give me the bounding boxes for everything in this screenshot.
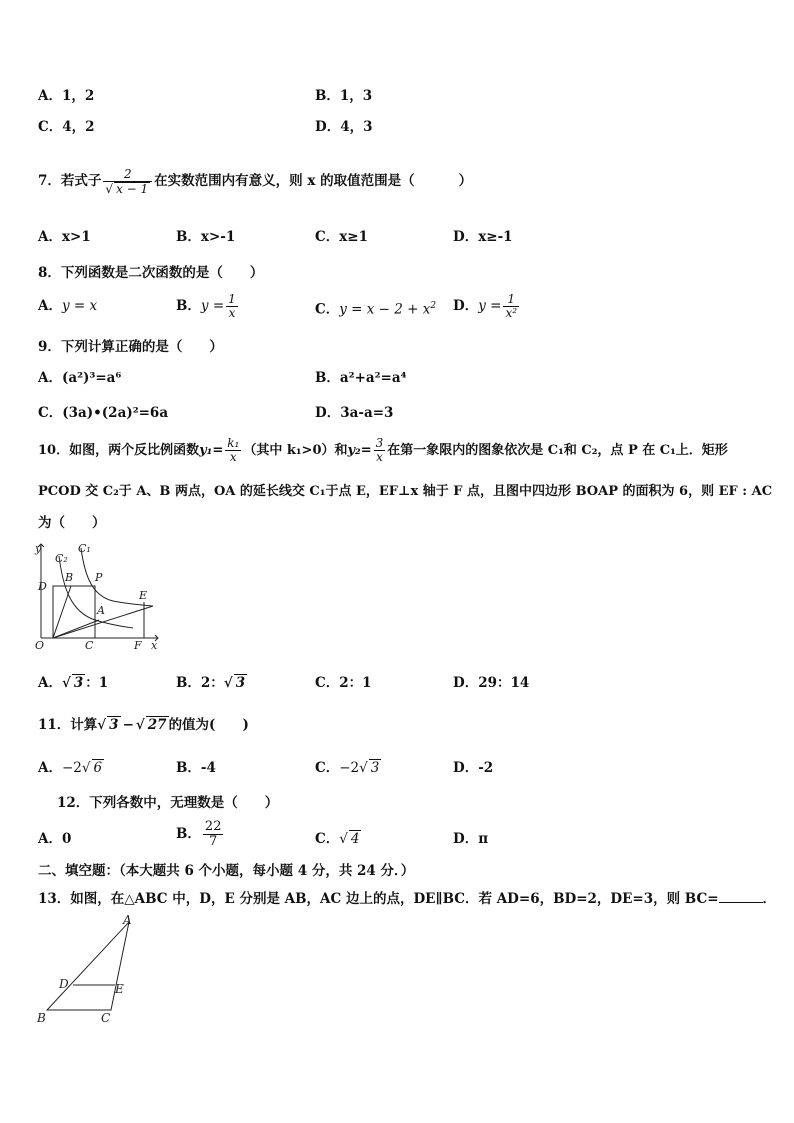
- q11-option-c: C．−2√ 3: [315, 760, 380, 776]
- q13-stem: 13．如图，在△ABC 中，D，E 分别是 AB，AC 边上的点，DE∥BC．若 AD=6，BD=2，DE=3，则 BC= ．: [38, 891, 777, 907]
- q10-line2: PCOD 交 C₂于 A、B 两点，OA 的延长线交 C₁于点 E，EF⊥x 轴于 F 点，且图中四边形 BOAP 的面积为 6，则 EF : AC: [38, 484, 773, 499]
- q10-line3: 为（ ）: [38, 515, 106, 531]
- label-a: A: [97, 604, 105, 617]
- label-c1: C₁: [78, 542, 91, 555]
- q10-option-b: B．2：√ 3: [176, 675, 246, 691]
- label-b: B: [37, 1011, 46, 1025]
- label-o: O: [35, 639, 45, 652]
- q6-option-c: C．4，2: [38, 119, 95, 135]
- q12-option-a: A．0: [38, 831, 72, 847]
- q13-answer-blank[interactable]: [719, 890, 763, 903]
- q7-fraction: [103, 168, 152, 195]
- label-d: D: [59, 977, 69, 991]
- label-b: B: [65, 571, 74, 584]
- q7-stem: [38, 162, 472, 200]
- q10-option-a: A．√ 3 ：1: [38, 675, 109, 691]
- label-x: x: [151, 639, 158, 652]
- q8-option-c: C．$y = x - 2 + x^2$: [315, 301, 437, 318]
- q6-option-b: B．1，3: [315, 88, 373, 104]
- q7-option-a: A．x>1: [38, 229, 91, 245]
- q9-option-b: B．a²+a²=a⁴: [315, 370, 407, 386]
- q7-option-c: C．x≥1: [315, 229, 368, 245]
- label-c: C: [101, 1011, 111, 1025]
- q11-stem: 11．计算√ 3 − √ 27 的值为( ): [38, 717, 249, 733]
- q7-option-b: B．x>-1: [176, 229, 236, 245]
- q12-option-b: B． $\frac{22}{7}$: [176, 819, 222, 849]
- label-c2: C₂: [55, 552, 68, 565]
- q9-stem: 9．下列计算正确的是（ ）: [38, 339, 223, 355]
- q8-option-b: B．y = $\frac{1}{x}$: [176, 292, 236, 320]
- q10-line1: 10．如图，两个反比例函数y₁= $\frac{\text{k₁}}{x}$ （其中 k₁>0）和y₂= $\frac{3}{x}$ 在第一象限内的图象依次是 C₁和 C₂，点 P 在 C₁上．矩形: [38, 436, 728, 464]
- q7-option-d: D．x≥-1: [453, 229, 513, 245]
- section-2-heading: 二、填空题：（本大题共 6 个小题，每小题 4 分，共 24 分．）: [38, 863, 415, 879]
- q8-stem: 8．下列函数是二次函数的是（ ）: [38, 265, 264, 281]
- q7-number: 7．若式子: [38, 173, 102, 189]
- q8-option-a: A．y = x: [38, 298, 98, 314]
- q11-option-b: B．-4: [176, 760, 216, 776]
- q13-figure: [33, 912, 143, 1027]
- triangle-abc: [47, 922, 129, 1010]
- q7-close: ）: [458, 173, 473, 189]
- q12-option-d: D．π: [453, 831, 489, 847]
- label-f: F: [134, 639, 142, 652]
- q6-option-a: A．1，2: [38, 88, 95, 104]
- curve-c2: [59, 556, 133, 628]
- q10-figure: [33, 538, 163, 653]
- q12-stem: 12．下列各数中，无理数是（ ）: [57, 795, 279, 811]
- label-y: y: [35, 542, 42, 555]
- q9-option-a: A．(a²)³=a⁶: [38, 370, 122, 386]
- label-p: P: [95, 571, 103, 584]
- label-c: C: [85, 639, 94, 652]
- q7-tail: 在实数范围内有意义，则 x 的取值范围是（: [154, 173, 415, 189]
- q9-option-d: D．3a-a=3: [315, 405, 394, 421]
- q7-frac-den: √ x − 1: [105, 181, 149, 196]
- label-e: E: [139, 589, 148, 602]
- label-e: E: [115, 982, 124, 996]
- label-a: A: [123, 913, 132, 927]
- q6-option-d: D．4，3: [315, 119, 373, 135]
- q7-frac-num: 2: [103, 168, 152, 182]
- q11-option-a: A．−2√ 6: [38, 760, 103, 776]
- q8-option-d: D．y = $\frac{1}{\text{x²}}$: [453, 292, 518, 320]
- q12-option-c: C．√ 4: [315, 831, 360, 847]
- q10-option-c: C．2：1: [315, 675, 372, 691]
- q9-option-c: C．(3a)•(2a)²=6a: [38, 405, 169, 421]
- q11-option-d: D．-2: [453, 760, 494, 776]
- q10-option-d: D．29：14: [453, 675, 530, 691]
- label-d: D: [38, 580, 47, 593]
